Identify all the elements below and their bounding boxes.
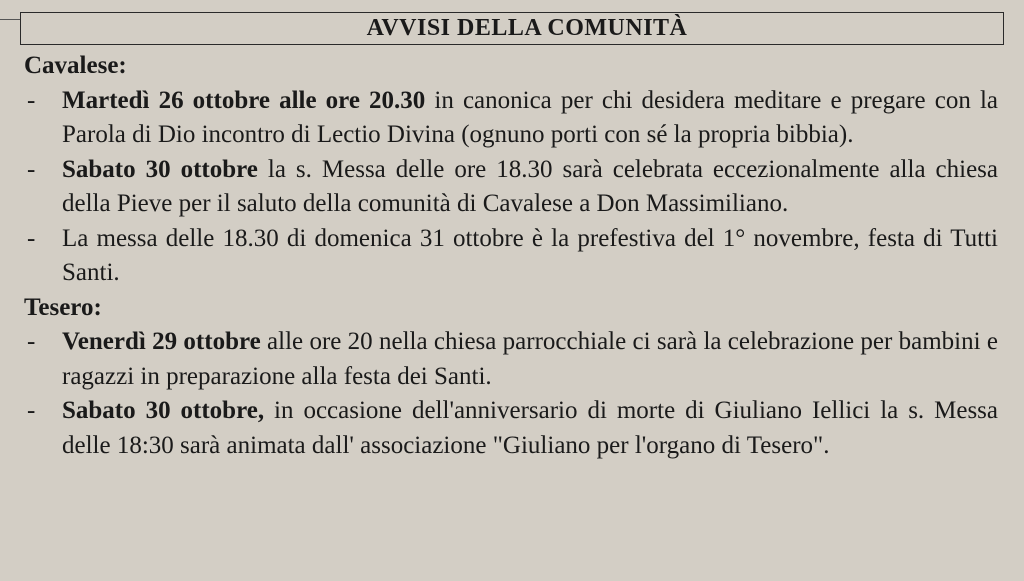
- section-cavalese: [24, 49, 998, 291]
- notice-item: [24, 153, 998, 222]
- notice-date: Sabato 30 ottobre: [62, 155, 258, 183]
- notice-item: [24, 394, 998, 463]
- notice-text: alle ore 20 nella chiesa parrocchiale ci sarà la celebrazione per bambini e ragazzi in preparazione alla festa dei Santi.: [62, 328, 998, 390]
- bullet-dash: -: [27, 86, 36, 114]
- notice-text: in occasione dell'anniversario di morte di Giuliano Iellici la s. Messa delle 18:30 sarà animata dall' associazione "Giuliano per l'organo di Tesero".: [62, 397, 999, 459]
- section-heading: Cavalese:: [24, 52, 127, 79]
- title-box: [20, 12, 1004, 45]
- notice-date: Martedì 26 ottobre alle ore 20.30: [62, 86, 426, 114]
- notice-item: [24, 84, 998, 153]
- notice-item: [24, 222, 998, 291]
- bullet-dash: -: [27, 224, 36, 252]
- section-heading: Tesero:: [24, 293, 102, 321]
- section-tesero: [24, 291, 998, 464]
- notice-item: [24, 325, 998, 394]
- notice-text: La messa delle 18.30 di domenica 31 ottobre è la prefestiva del 1° novembre, festa di Tutti Santi.: [62, 224, 998, 286]
- notice-date: Sabato 30 ottobre,: [62, 397, 265, 424]
- bullet-dash: -: [27, 155, 36, 183]
- bullet-dash: -: [27, 328, 36, 355]
- page-title: AVVISI DELLA COMUNITÀ: [366, 15, 688, 41]
- notices-content: [24, 49, 998, 463]
- notice-text: la s. Messa delle ore 18.30 sarà celebrata eccezionalmente alla chiesa della Pieve per il saluto della comunità di Cavalese a Don Massimiliano.: [62, 155, 998, 217]
- notice-text: in canonica per chi desidera meditare e pregare con la Parola di Dio incontro di Lectio Divina (ognuno porti con sé la propria bibbia).: [62, 86, 998, 148]
- bullet-dash: -: [27, 397, 36, 424]
- notice-date: Venerdì 29 ottobre: [62, 328, 261, 355]
